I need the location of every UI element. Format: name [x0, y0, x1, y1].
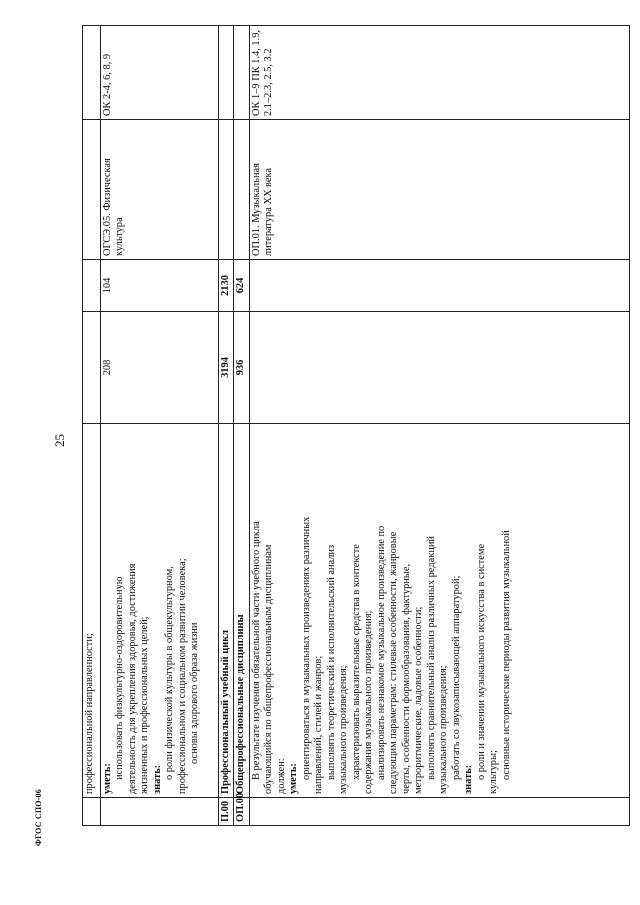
code-cell [101, 798, 219, 826]
description-line: следующим параметрам: стилевые особенности, жанровые [388, 531, 400, 794]
knowledge-heading: знать: [463, 764, 475, 794]
max-hours-cell: 208 [101, 312, 219, 424]
description-line: музыкального произведения; [338, 665, 350, 794]
description-line: В результате изучения обязательной части учебного цикла [250, 521, 262, 780]
required-hours-cell: 2130 [219, 260, 234, 312]
description-line: основные исторические периоды развития музыкальной [500, 530, 512, 780]
description-line: анализировать незнакомое музыкальное произведение по [375, 525, 387, 780]
description-line: обучающийся по общепрофессиональным дисциплинам [263, 544, 275, 794]
description-line: жизненных и профессиональных целей; [139, 616, 151, 794]
description-line: выполнять сравнительный анализ различных редакций [425, 536, 437, 780]
description-line: музыкального произведения; [438, 665, 450, 794]
description-line: культуры; [488, 750, 500, 794]
max-hours-cell: 3194 [219, 312, 234, 424]
required-hours-cell: 104 [101, 260, 219, 312]
rotated-table-wrapper [82, 26, 630, 826]
skills-heading: уметь: [288, 763, 300, 794]
code-cell: П.00 [219, 798, 234, 826]
description-line: профессиональной направленности; [84, 633, 95, 794]
table-row [234, 26, 249, 826]
description-line: деятельность для укрепления здоровья, достижения [126, 563, 138, 794]
description-line: работать со звукозаписывающей аппаратурой; [450, 575, 462, 780]
competencies-cell: ОК 2-4, 6, 8, 9 [101, 26, 219, 120]
description-line: должен: [275, 758, 287, 794]
description-line: профессиональном и социальном развитии человека; [176, 558, 188, 794]
description-line: метроритмические, ладовые особенности; [413, 606, 425, 794]
table-row [219, 26, 234, 826]
discipline-cell: ОГСЭ.05. Физическая культура [101, 120, 219, 260]
description-line: ориентироваться в музыкальных произведениях различных [300, 516, 312, 780]
discipline-cell: ОП.01. Музыкальная литература XX века [249, 120, 629, 260]
description-line: о роли физической культуры в общекультурном, [164, 566, 176, 780]
table-row [249, 26, 629, 826]
description-line: о роли и значении музыкального искусства в системе [475, 543, 487, 780]
max-hours-cell: 936 [234, 312, 249, 424]
description-line: черты, особенности формообразования, фактурные, [400, 563, 412, 794]
section-title: Общепрофессиональные дисциплины [234, 424, 249, 798]
description-cell [83, 424, 101, 798]
knowledge-heading: знать: [151, 764, 163, 794]
page-number: 25 [52, 434, 67, 447]
section-title: Профессиональный учебный цикл [219, 424, 234, 798]
description-cell [101, 424, 219, 798]
code-cell: ОП.00 [234, 798, 249, 826]
competencies-cell: ОК 1–9 ПК 1.4, 1.9, 2.1–2.3, 2.5, 3.2 [249, 26, 629, 120]
table-row [101, 26, 219, 826]
description-line: характеризовать выразительные средства в контексте [350, 544, 362, 780]
skills-heading: уметь: [102, 763, 113, 794]
required-hours-cell: 624 [234, 260, 249, 312]
description-cell [249, 424, 629, 798]
description-line: выполнять теоретический и исполнительский анализ [325, 544, 337, 780]
code-cell [249, 798, 629, 826]
table-row [83, 26, 101, 826]
curriculum-table [82, 25, 630, 826]
description-line: содержания музыкального произведения; [363, 610, 375, 794]
description-line: направлений, стилей и жанров; [313, 655, 325, 794]
code-cell [83, 798, 101, 826]
footer-label: ФГОС СПО-06 [34, 789, 43, 846]
description-line: использовать физкультурно-оздоровительную [114, 576, 126, 780]
description-line: основы здорового образа жизни [189, 622, 201, 764]
